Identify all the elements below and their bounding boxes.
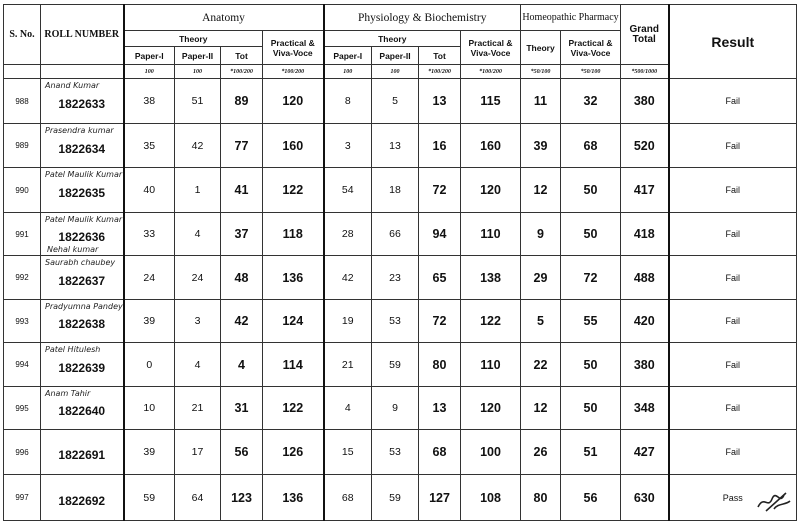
phys-paper1-cell: 4 [324, 387, 372, 430]
grand-total-cell: 420 [621, 300, 669, 343]
anat-practical-cell: 124 [263, 300, 324, 343]
grand-total-cell: 520 [621, 124, 669, 168]
phys-paper1-cell: 8 [324, 79, 372, 124]
max-anat-p1: 100 [124, 65, 175, 79]
roll-number: 1822637 [58, 273, 106, 288]
anat-practical-cell: 136 [263, 475, 324, 521]
student-name: Pradyumna Pandey [45, 302, 123, 311]
table-row [4, 343, 797, 387]
max-phys-p2: 100 [372, 65, 419, 79]
anat-practical-cell: 126 [263, 430, 324, 475]
result-cell: Fail [669, 124, 797, 168]
anat-tot-cell: 48 [221, 256, 263, 300]
phys-tot-cell: 72 [419, 300, 461, 343]
phys-paper1-cell: 54 [324, 168, 372, 213]
phys-paper2-cell: 59 [372, 343, 419, 387]
homeo-theory-cell: 22 [521, 343, 561, 387]
phys-paper1-cell: 68 [324, 475, 372, 521]
anat-paper1-cell: 35 [124, 124, 175, 168]
phys-paper1-cell: 3 [324, 124, 372, 168]
max-anat-p2: 100 [175, 65, 221, 79]
phys-practical-cell: 120 [461, 168, 521, 213]
homeo-theory-cell: 29 [521, 256, 561, 300]
phys-tot-cell: 13 [419, 79, 461, 124]
physiology-paper1-header: Paper-I [324, 47, 372, 65]
anat-paper1-cell: 33 [124, 213, 175, 256]
roll-cell [41, 168, 124, 213]
max-anat-prac: *100/200 [263, 65, 324, 79]
homeo-practical-cell: 50 [561, 213, 621, 256]
sno-cell: 989 [4, 124, 41, 168]
student-name: Patel Hitulesh [45, 345, 101, 354]
anat-paper2-cell: 4 [175, 343, 221, 387]
roll-cell [41, 256, 124, 300]
anat-tot-cell: 41 [221, 168, 263, 213]
anat-paper2-cell: 64 [175, 475, 221, 521]
grand-total-cell: 427 [621, 430, 669, 475]
phys-paper2-cell: 53 [372, 300, 419, 343]
max-anat-tot: *100/200 [221, 65, 263, 79]
phys-paper1-cell: 19 [324, 300, 372, 343]
anat-practical-cell: 122 [263, 168, 324, 213]
roll-cell [41, 475, 124, 521]
grand-total-cell: 417 [621, 168, 669, 213]
homeo-theory-header: Theory [521, 31, 561, 65]
phys-paper2-cell: 9 [372, 387, 419, 430]
table-row [4, 79, 797, 124]
sno-cell: 990 [4, 168, 41, 213]
phys-paper2-cell: 13 [372, 124, 419, 168]
sno-cell: 997 [4, 475, 41, 521]
roll-cell [41, 213, 124, 256]
result-cell: Fail [669, 256, 797, 300]
homeo-practical-header: Practical & Viva-Voce [561, 31, 621, 65]
homeo-theory-cell: 5 [521, 300, 561, 343]
grand-total-cell: 630 [621, 475, 669, 521]
homeo-theory-cell: 12 [521, 168, 561, 213]
roll-cell [41, 300, 124, 343]
anat-tot-cell: 56 [221, 430, 263, 475]
homeo-practical-cell: 55 [561, 300, 621, 343]
phys-practical-cell: 160 [461, 124, 521, 168]
anat-paper2-cell: 51 [175, 79, 221, 124]
student-name: Prasendra kumar [45, 126, 114, 135]
sno-cell: 988 [4, 79, 41, 124]
phys-practical-cell: 110 [461, 343, 521, 387]
homeopathic-pharmacy-header: Homeopathic Pharmacy [521, 5, 621, 31]
max-grand: *500/1000 [621, 65, 669, 79]
anat-paper1-cell: 40 [124, 168, 175, 213]
phys-paper1-cell: 42 [324, 256, 372, 300]
phys-practical-cell: 122 [461, 300, 521, 343]
phys-tot-cell: 127 [419, 475, 461, 521]
anat-paper2-cell: 24 [175, 256, 221, 300]
roll-cell [41, 387, 124, 430]
anat-paper2-cell: 17 [175, 430, 221, 475]
roll-number: 1822633 [58, 97, 106, 111]
anat-tot-cell: 89 [221, 79, 263, 124]
anat-tot-cell: 123 [221, 475, 263, 521]
roll-number: 1822692 [58, 493, 106, 508]
result-cell: Fail [669, 213, 797, 256]
anat-paper2-cell: 3 [175, 300, 221, 343]
anat-practical-cell: 118 [263, 213, 324, 256]
result-cell: Fail [669, 343, 797, 387]
roll-number: 1822635 [58, 186, 106, 200]
student-name: Saurabh chaubey [45, 258, 116, 267]
anat-tot-cell: 4 [221, 343, 263, 387]
roll-cell [41, 79, 124, 124]
grand-total-cell: 348 [621, 387, 669, 430]
result-cell: Pass [669, 475, 797, 521]
homeo-theory-cell: 9 [521, 213, 561, 256]
anatomy-paper2-header: Paper-II [175, 47, 221, 65]
homeo-practical-cell: 50 [561, 168, 621, 213]
signature-mark [756, 489, 792, 513]
physiology-tot-header: Tot [419, 47, 461, 65]
anat-tot-cell: 42 [221, 300, 263, 343]
result-cell: Fail [669, 168, 797, 213]
table-row [4, 124, 797, 168]
marks-table [3, 4, 797, 521]
phys-paper1-cell: 15 [324, 430, 372, 475]
homeo-practical-cell: 68 [561, 124, 621, 168]
student-name: Anam Tahir [45, 389, 91, 398]
anat-paper1-cell: 59 [124, 475, 175, 521]
roll-number: 1822691 [58, 448, 106, 462]
max-sno [4, 65, 41, 79]
sno-cell: 991 [4, 213, 41, 256]
anatomy-header: Anatomy [124, 5, 324, 31]
max-homeo-theory: *50/100 [521, 65, 561, 79]
table-row [4, 475, 797, 521]
anatomy-tot-header: Tot [221, 47, 263, 65]
anat-paper1-cell: 38 [124, 79, 175, 124]
max-homeo-prac: *50/100 [561, 65, 621, 79]
anat-paper1-cell: 39 [124, 300, 175, 343]
homeo-theory-cell: 12 [521, 387, 561, 430]
phys-practical-cell: 115 [461, 79, 521, 124]
phys-paper2-cell: 59 [372, 475, 419, 521]
phys-paper1-cell: 21 [324, 343, 372, 387]
homeo-theory-cell: 26 [521, 430, 561, 475]
roll-cell [41, 430, 124, 475]
homeo-theory-cell: 39 [521, 124, 561, 168]
homeo-theory-cell: 11 [521, 79, 561, 124]
result-cell: Fail [669, 79, 797, 124]
result-header: Result [669, 5, 797, 79]
anat-tot-cell: 31 [221, 387, 263, 430]
student-name: Anand Kumar [45, 81, 100, 90]
phys-tot-cell: 13 [419, 387, 461, 430]
phys-practical-cell: 108 [461, 475, 521, 521]
sno-cell: 996 [4, 430, 41, 475]
homeo-practical-cell: 56 [561, 475, 621, 521]
anat-paper1-cell: 0 [124, 343, 175, 387]
student-name-note: Nehal kumar [47, 245, 99, 254]
anatomy-theory-header: Theory [124, 31, 263, 47]
roll-number: 1822640 [58, 404, 106, 418]
table-row [4, 256, 797, 300]
grand-total-cell: 418 [621, 213, 669, 256]
result-cell: Fail [669, 430, 797, 475]
phys-paper2-cell: 53 [372, 430, 419, 475]
roll-number: 1822636 [58, 230, 106, 244]
table-row [4, 168, 797, 213]
phys-tot-cell: 94 [419, 213, 461, 256]
anat-paper1-cell: 10 [124, 387, 175, 430]
sno-header: S. No. [4, 5, 41, 65]
anat-tot-cell: 37 [221, 213, 263, 256]
anatomy-practical-header: Practical & Viva-Voce [263, 31, 324, 65]
roll-number-header: ROLL NUMBER [41, 5, 124, 65]
max-phys-tot: *100/200 [419, 65, 461, 79]
anat-practical-cell: 136 [263, 256, 324, 300]
anatomy-paper1-header: Paper-I [124, 47, 175, 65]
phys-paper2-cell: 18 [372, 168, 419, 213]
homeo-practical-cell: 50 [561, 343, 621, 387]
homeo-theory-cell: 80 [521, 475, 561, 521]
roll-number: 1822638 [58, 317, 106, 331]
roll-number: 1822634 [58, 141, 106, 156]
result-cell: Fail [669, 300, 797, 343]
anat-paper2-cell: 4 [175, 213, 221, 256]
max-phys-prac: *100/200 [461, 65, 521, 79]
homeo-practical-cell: 50 [561, 387, 621, 430]
physiology-paper2-header: Paper-II [372, 47, 419, 65]
phys-practical-cell: 120 [461, 387, 521, 430]
anat-tot-cell: 77 [221, 124, 263, 168]
table-row [4, 430, 797, 475]
grand-total-cell: 380 [621, 79, 669, 124]
roll-cell [41, 343, 124, 387]
grand-total-cell: 488 [621, 256, 669, 300]
grand-total-cell: 380 [621, 343, 669, 387]
physiology-header: Physiology & Biochemistry [324, 5, 521, 31]
phys-paper2-cell: 5 [372, 79, 419, 124]
anat-practical-cell: 122 [263, 387, 324, 430]
anat-paper1-cell: 24 [124, 256, 175, 300]
anat-practical-cell: 160 [263, 124, 324, 168]
homeo-practical-cell: 72 [561, 256, 621, 300]
physiology-practical-header: Practical & Viva-Voce [461, 31, 521, 65]
anat-paper2-cell: 1 [175, 168, 221, 213]
anat-practical-cell: 120 [263, 79, 324, 124]
phys-tot-cell: 80 [419, 343, 461, 387]
anat-paper1-cell: 39 [124, 430, 175, 475]
phys-paper2-cell: 23 [372, 256, 419, 300]
phys-tot-cell: 72 [419, 168, 461, 213]
phys-practical-cell: 138 [461, 256, 521, 300]
student-name: Patel Maulik Kumar [45, 170, 123, 179]
phys-paper2-cell: 66 [372, 213, 419, 256]
homeo-practical-cell: 32 [561, 79, 621, 124]
anat-practical-cell: 114 [263, 343, 324, 387]
phys-paper1-cell: 28 [324, 213, 372, 256]
anat-paper2-cell: 21 [175, 387, 221, 430]
phys-tot-cell: 68 [419, 430, 461, 475]
result-cell: Fail [669, 387, 797, 430]
phys-practical-cell: 110 [461, 213, 521, 256]
phys-practical-cell: 100 [461, 430, 521, 475]
roll-number: 1822639 [58, 360, 106, 375]
physiology-theory-header: Theory [324, 31, 461, 47]
table-row [4, 300, 797, 343]
anat-paper2-cell: 42 [175, 124, 221, 168]
phys-tot-cell: 65 [419, 256, 461, 300]
student-name: Patel Maulik Kumar [45, 215, 123, 224]
table-row [4, 387, 797, 430]
sno-cell: 995 [4, 387, 41, 430]
max-phys-p1: 100 [324, 65, 372, 79]
table-row [4, 213, 797, 256]
grand-total-header: Grand Total [621, 5, 669, 65]
sno-cell: 994 [4, 343, 41, 387]
roll-cell [41, 124, 124, 168]
sno-cell: 993 [4, 300, 41, 343]
max-roll [41, 65, 124, 79]
homeo-practical-cell: 51 [561, 430, 621, 475]
sno-cell: 992 [4, 256, 41, 300]
phys-tot-cell: 16 [419, 124, 461, 168]
